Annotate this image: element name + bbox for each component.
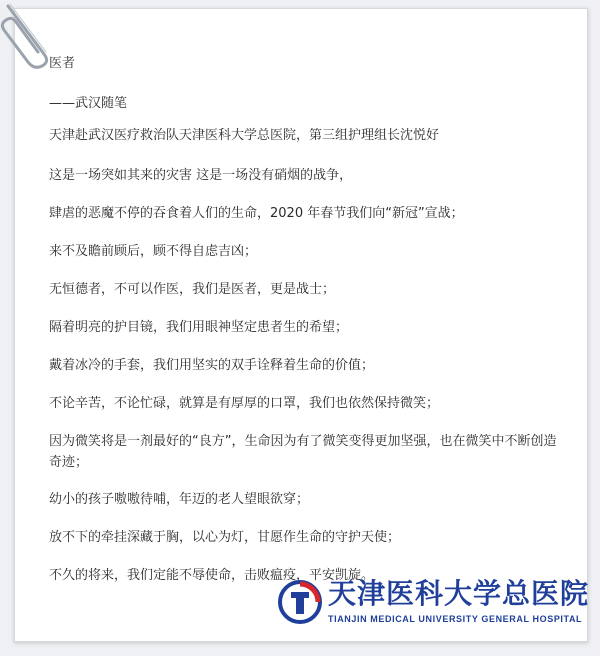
- poem-line: 这是一场突如其来的灾害 这是一场没有硝烟的战争，: [49, 168, 353, 183]
- paperclip-icon: [0, 0, 64, 70]
- document-page: [14, 8, 588, 642]
- poem-line: 不久的将来，我们定能不辱使命，击败瘟疫，平安凯旋。: [49, 568, 375, 583]
- poem-line: 来不及瞻前顾后，顾不得自虑吉凶；: [49, 244, 258, 259]
- poem-subtitle: ——武汉随笔: [49, 96, 128, 111]
- poem-line: 隔着明亮的护目镜，我们用眼神坚定患者生的希望；: [49, 320, 349, 335]
- poem-line: 幼小的孩子嗷嗷待哺，年迈的老人望眼欲穿；: [49, 492, 310, 507]
- poem-title: 医者: [49, 56, 76, 71]
- author-line: 天津赴武汉医疗救治队天津医科大学总医院，第三组护理组长沈悦好: [49, 128, 440, 143]
- hospital-logo: [278, 574, 588, 632]
- hospital-name-en: TIANJIN MEDICAL UNIVERSITY GENERAL HOSPITAL: [328, 614, 583, 624]
- hospital-name-cn: 天津医科大学总医院: [328, 577, 590, 610]
- hospital-emblem-icon: [278, 580, 322, 624]
- poem-line: 戴着冰冷的手套，我们用坚实的双手诠释着生命的价值；: [49, 358, 375, 373]
- poem-line: 无恒德者，不可以作医，我们是医者，更是战士；: [49, 282, 336, 297]
- poem-line: 因为微笑将是一剂最好的“良方”，生命因为有了微笑变得更加坚强，也在微笑中不断创造奇迹；: [49, 434, 557, 470]
- poem-line: 不论辛苦，不论忙碌，就算是有厚厚的口罩，我们也依然保持微笑；: [49, 396, 440, 411]
- poem-line: 放不下的牵挂深藏于胸，以心为灯，甘愿作生命的守护天使；: [49, 530, 401, 545]
- poem-line: 肆虐的恶魔不停的吞食着人们的生命，2020 年春节我们向“新冠”宣战；: [49, 206, 464, 221]
